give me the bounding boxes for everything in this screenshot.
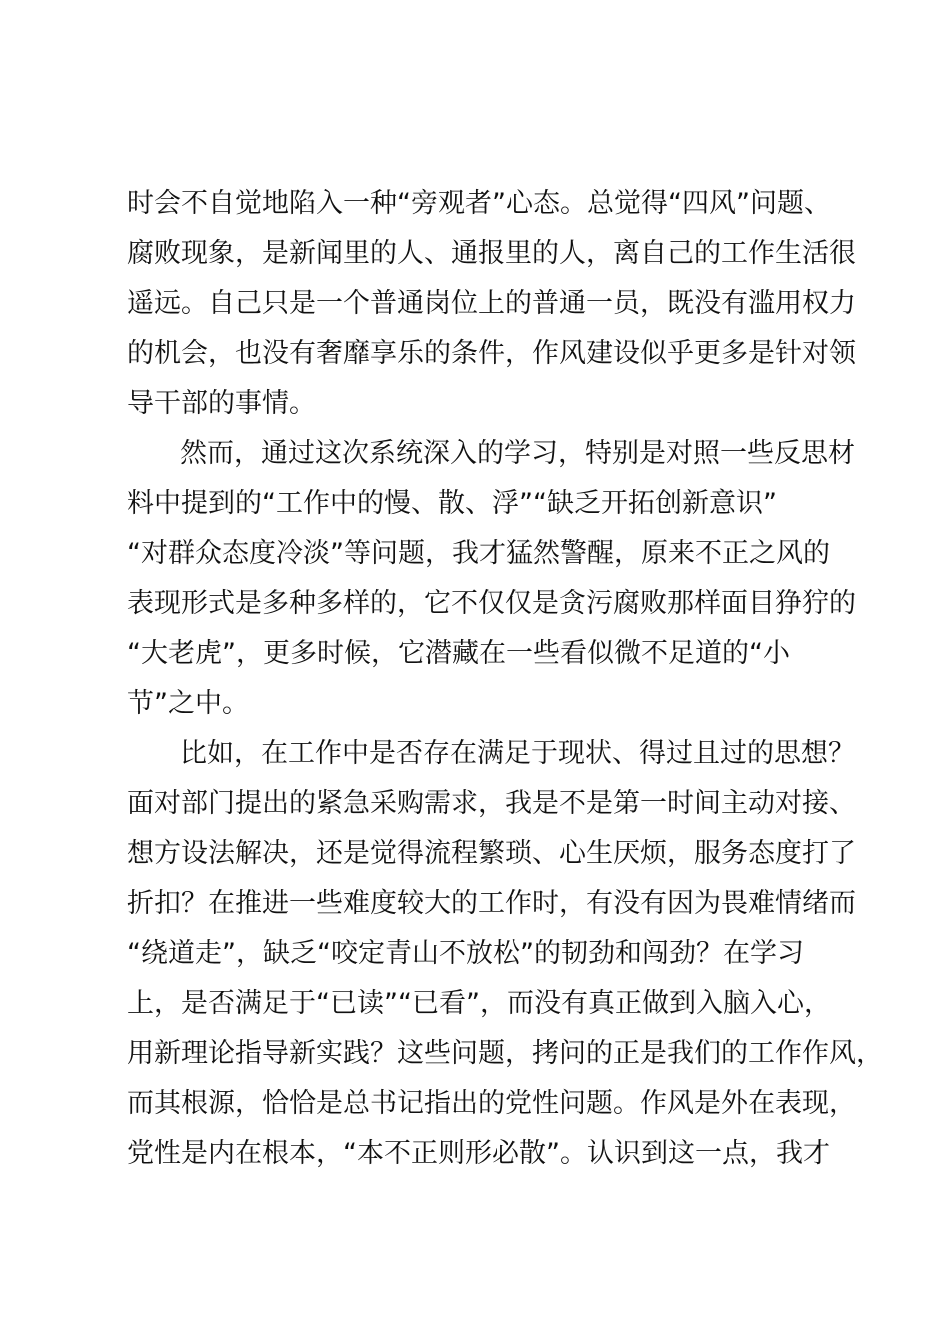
text-line: 党性是内在根本，“本不正则形必散”。认识到这一点，我才 [127, 1138, 830, 1169]
text-line: 面对部门提出的紧急采购需求，我是不是第一时间主动对接、 [127, 788, 856, 819]
text-line: 而其根源，恰恰是总书记指出的党性问题。作风是外在表现， [127, 1088, 856, 1119]
text-line: 表现形式是多种多样的，它不仅仅是贪污腐败那样面目狰狞的 [127, 588, 856, 619]
text-line: 比如，在工作中是否存在满足于现状、得过且过的思想？ [180, 738, 855, 769]
text-line: 用新理论指导新实践？这些问题，拷问的正是我们的工作作风， [127, 1038, 883, 1069]
text-line: 折扣？在推进一些难度较大的工作时，有没有因为畏难情绪而 [127, 888, 856, 919]
text-line: 上，是否满足于“已读”“已看”，而没有真正做到入脑入心， [127, 988, 831, 1019]
text-line: 的机会，也没有奢靡享乐的条件，作风建设似乎更多是针对领 [127, 338, 856, 369]
text-line: 然而，通过这次系统深入的学习，特别是对照一些反思材 [180, 438, 855, 469]
text-line: 料中提到的“工作中的慢、散、浮”“缺乏开拓创新意识” [127, 488, 777, 519]
text-line: 导干部的事情。 [127, 388, 316, 419]
text-line: “绕道走”，缺乏“咬定青山不放松”的韧劲和闯劲？在学习 [127, 938, 804, 969]
text-line: 遥远。自己只是一个普通岗位上的普通一员，既没有滥用权力 [127, 288, 856, 319]
text-line: 时会不自觉地陷入一种“旁观者”心态。总觉得“四风”问题、 [127, 188, 831, 219]
text-line: “对群众态度冷淡”等问题，我才猛然警醒，原来不正之风的 [127, 538, 830, 569]
text-line: “大老虎”，更多时候，它潜藏在一些看似微不足道的“小 [127, 638, 790, 669]
text-line: 腐败现象，是新闻里的人、通报里的人，离自己的工作生活很 [127, 238, 856, 269]
text-line: 想方设法解决，还是觉得流程繁琐、心生厌烦，服务态度打了 [127, 838, 856, 869]
text-line: 节”之中。 [127, 688, 249, 719]
